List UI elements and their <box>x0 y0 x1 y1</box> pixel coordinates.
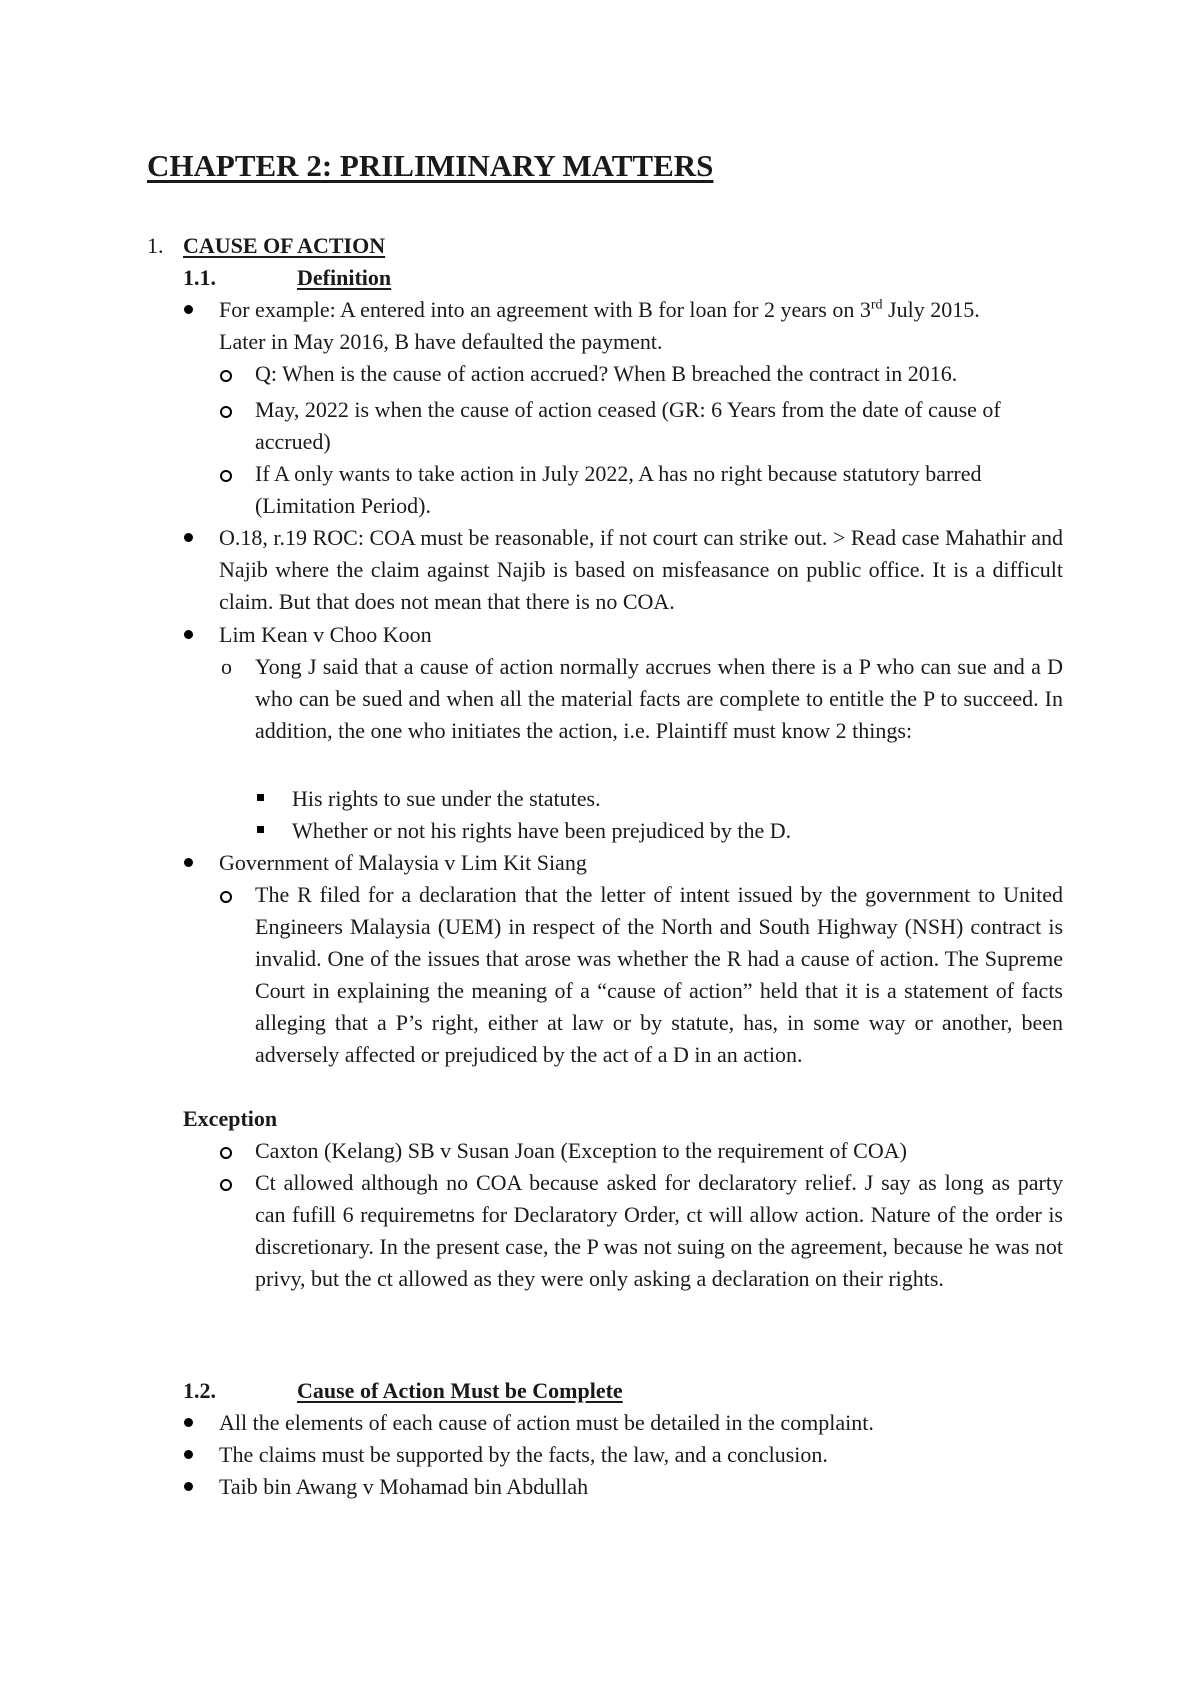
complete-bullet-item: The claims must be supported by the facts, the law, and a conclusion. <box>219 1442 828 1467</box>
example-line-1 <box>219 294 980 326</box>
circle-bullet-icon <box>220 1179 232 1191</box>
bullet-icon <box>184 1482 193 1491</box>
square-bullet-icon <box>257 794 264 801</box>
example-sub-item: May, 2022 is when the cause of action ceased (GR: 6 Years from the date of cause of accrued) <box>255 397 1001 454</box>
ordinal-suffix: rd <box>870 297 883 313</box>
bullet-icon <box>184 1450 193 1459</box>
lim-kean-paragraph: Yong J said that a cause of action normally accrues when there is a P who can sue and a D who can be sued and when all the material facts are complete to entitle the P to succeed. In addition, the one who initiates the action, i.e. Plaintiff must know 2 things: <box>255 654 1063 743</box>
case-name: Government of Malaysia v Lim Kit Siang <box>219 850 587 875</box>
complete-bullet-item: Taib bin Awang v Mohamad bin Abdullah <box>219 1474 589 1499</box>
case-name: Lim Kean v Choo Koon <box>219 622 432 647</box>
subsection-number: 1.2. <box>183 1378 216 1403</box>
circle-bullet-icon <box>220 406 232 418</box>
section-heading: CAUSE OF ACTION <box>183 233 386 258</box>
exception-case: Caxton (Kelang) SB v Susan Joan (Exception to the requirement of COA) <box>255 1138 907 1163</box>
bullet-icon <box>184 1418 193 1427</box>
circle-bullet-icon <box>220 370 232 382</box>
chapter-title: CHAPTER 2: PRILIMINARY MATTERS <box>147 148 714 183</box>
gov-paragraph: The R filed for a declaration that the letter of intent issued by the government to United Engineers Malaysia (UEM) in respect of the North and South Highway (NSH) contract is invalid. One of the issues that arose was whether the R had a cause of action. The Supreme Court in explaining the meaning of a “cause of action” held that it is a statement of facts alleging that a P’s right, either at law or by statute, has, in some way or another, been adversely affected or prejudiced by the act of a D in an action. <box>255 882 1063 1067</box>
subsection-number: 1.1. <box>183 265 216 290</box>
section-number: 1. <box>147 233 164 258</box>
example-sub-item: If A only wants to take action in July 2022, A has no right because statutory barred (Limitation Period). <box>255 461 982 518</box>
example-sub-item: Q: When is the cause of action accrued? When B breached the contract in 2016. <box>255 361 958 386</box>
bullet-icon <box>184 533 193 542</box>
example-text-end: July 2015. <box>882 297 980 322</box>
bullet-icon <box>184 630 193 639</box>
lim-thing: Whether or not his rights have been prejudiced by the D. <box>292 818 792 843</box>
roc-paragraph: O.18, r.19 ROC: COA must be reasonable, if not court can strike out. > Read case Mahathir and Najib where the claim against Najib is based on misfeasance on public office. It is a difficult claim. But that does not mean that there is no COA. <box>219 525 1063 614</box>
example-line-2: Later in May 2016, B have defaulted the payment. <box>219 329 663 354</box>
exception-heading: Exception <box>183 1106 278 1131</box>
exception-paragraph: Ct allowed although no COA because asked for declaratory relief. J say as long as party can fufill 6 requiremetns for Declaratory Order, ct will allow action. Nature of the order is discretionary. In the present case, the P was not suing on the agreement, because he was not privy, but the ct allowed as they were only asking a declaration on their rights. <box>255 1170 1063 1291</box>
complete-bullet-item: All the elements of each cause of action must be detailed in the complaint. <box>219 1410 874 1435</box>
subsection-heading: Definition <box>297 265 392 290</box>
circle-bullet-icon <box>220 891 232 903</box>
subsection-heading: Cause of Action Must be Complete <box>297 1378 623 1403</box>
lim-thing: His rights to sue under the statutes. <box>292 786 601 811</box>
letter-o-bullet-icon: o <box>221 654 232 679</box>
square-bullet-icon <box>257 826 264 833</box>
circle-bullet-icon <box>220 470 232 482</box>
bullet-icon <box>184 305 193 314</box>
example-text: For example: A entered into an agreement with B for loan for 2 years on 3 <box>219 297 871 322</box>
bullet-icon <box>184 858 193 867</box>
circle-bullet-icon <box>220 1147 232 1159</box>
